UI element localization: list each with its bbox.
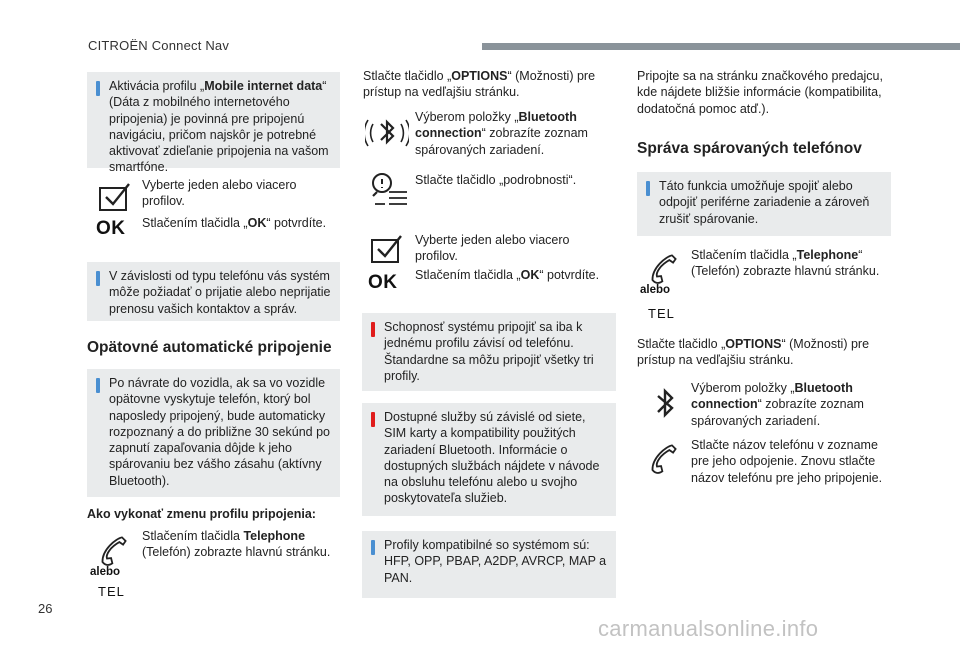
step-confirm-ok-2 bbox=[368, 264, 615, 300]
info-box-manage bbox=[637, 172, 891, 236]
info-box-profiles bbox=[362, 531, 616, 598]
step-text: Stlačte názov telefónu v zozname pre jeho odpojenie. Znovu stlačte názov telefónu pre jeho pripojenie. bbox=[691, 438, 883, 485]
details-list-icon bbox=[367, 168, 411, 212]
alebo-label: alebo bbox=[640, 284, 671, 296]
ok-icon: OK bbox=[96, 218, 126, 239]
step-details bbox=[363, 166, 615, 218]
options-intro-2: Stlačte tlačidlo „OPTIONS“ (Možnosti) pre prístup na vedľajšiu stránku. bbox=[637, 337, 870, 368]
warning-text: Dostupné služby sú závislé od siete, SIM karty a kompatibility použitých zariadení Bluetooth. Informácie o dostupných službách nájdete v návode na obsluhu telefónu alebo u svojho poskytovateľa služieb. bbox=[384, 410, 600, 506]
warning-text: Schopnosť systému pripojiť sa iba k jednému profilu závisí od telefónu. Štandardne sa môžu pripojiť všetky tri profily. bbox=[384, 320, 594, 383]
page-number: 26 bbox=[38, 601, 53, 616]
info-text: Po návrate do vozidla, ak sa vo vozidle opätovne vyskytuje telefón, ktorý bol naposledy pripojený, bude automaticky rozpoznaný a do približne 30 sekúnd po zapnutí zapaľovania dôjde k jeho spárovaniu bez vášho zásahu (aktívny Bluetooth). bbox=[109, 376, 330, 488]
step-text: Výberom položky „Bluetooth connection“ zobrazíte zoznam spárovaných zariadení. bbox=[691, 381, 864, 428]
alebo-label: alebo bbox=[90, 566, 121, 578]
step-text: Vyberte jeden alebo viacero profilov. bbox=[142, 178, 297, 209]
warning-box-services bbox=[362, 403, 616, 516]
step-press-name bbox=[640, 436, 892, 506]
step-bluetooth-connection bbox=[363, 108, 615, 164]
info-text: Táto funkcia umožňuje spojiť alebo odpojiť periférne zariadenie a zároveň zrušiť spárovanie. bbox=[659, 179, 870, 226]
watermark: carmanualsonline.info bbox=[598, 616, 819, 641]
info-marker-icon bbox=[96, 378, 100, 393]
heading-change-profile: Ako vykonať zmenu profilu pripojenia: bbox=[87, 507, 316, 521]
bluetooth-search-icon bbox=[365, 110, 409, 154]
info-marker-icon bbox=[96, 81, 100, 96]
step-text: Stlačením tlačidla Telephone (Telefón) zobrazte hlavnú stránku. bbox=[142, 529, 331, 560]
info-box-mobile-data bbox=[87, 72, 340, 175]
ok-icon: OK bbox=[368, 272, 398, 293]
step-select-profiles-2 bbox=[368, 228, 615, 264]
options-intro: Stlačte tlačidlo „OPTIONS“ (Možnosti) pre prístup na vedľajšiu stránku. bbox=[363, 69, 596, 100]
info-marker-icon bbox=[371, 540, 375, 555]
step-text: Stlačením tlačidla „OK“ potvrdíte. bbox=[142, 216, 327, 230]
step-telephone-2 bbox=[640, 246, 892, 324]
heading-auto-reconnect: Opätovné automatické pripojenie bbox=[87, 339, 332, 356]
info-box-reconnect bbox=[87, 369, 340, 497]
tap-handset-icon bbox=[646, 438, 690, 482]
warning-marker-icon bbox=[371, 322, 375, 337]
info-text: Profily kompatibilné so systémom sú: HFP, OPP, PBAP, A2DP, AVRCP, MAP a PAN. bbox=[384, 538, 607, 585]
tel-button-icon: TEL bbox=[648, 306, 675, 321]
step-text: Stlačením tlačidla „OK“ potvrdíte. bbox=[415, 268, 600, 282]
info-marker-icon bbox=[96, 271, 100, 286]
tel-button-icon: TEL bbox=[98, 584, 125, 599]
bluetooth-icon bbox=[644, 382, 688, 426]
step-telephone bbox=[90, 526, 340, 602]
info-text: V závislosti od typu telefónu vás systém môže požiadať o prijatie alebo neprijatie prenosu vašich kontaktov a správ. bbox=[109, 269, 331, 316]
step-text: Stlačením tlačidla „Telephone“ (Telefón) zobrazte hlavnú stránku. bbox=[691, 248, 880, 279]
manual-header-title: CITROËN Connect Nav bbox=[88, 38, 230, 53]
warning-box-one-profile bbox=[362, 313, 616, 391]
step-select-profiles bbox=[96, 172, 340, 212]
step-text: Stlačte tlačidlo „podrobnosti“. bbox=[415, 173, 577, 187]
info-box-phone-type bbox=[87, 262, 340, 321]
header-bar bbox=[482, 43, 960, 50]
info-text: Aktivácia profilu „Mobile internet data“ (Dáta z mobilného internetového pripojenia) je povinná pre pripojenú navigáciu, pričom najskôr je potrebné aktivovať zdieľanie pripojenia na vašom smartfóne. bbox=[109, 79, 329, 175]
step-confirm-ok bbox=[96, 212, 340, 248]
step-text: Vyberte jeden alebo viacero profilov. bbox=[415, 233, 570, 264]
warning-marker-icon bbox=[371, 412, 375, 427]
info-marker-icon bbox=[646, 181, 650, 196]
step-bluetooth-connection-2 bbox=[640, 378, 892, 432]
heading-manage-phones: Správa spárovaných telefónov bbox=[637, 140, 862, 157]
dealer-site-text: Pripojte sa na stránku značkového predajcu, kde nájdete bližšie informácie (kompatibilita, dodatočná pomoc atď.). bbox=[637, 69, 883, 116]
step-text: Výberom položky „Bluetooth connection“ zobrazíte zoznam spárovaných zariadení. bbox=[415, 110, 588, 157]
